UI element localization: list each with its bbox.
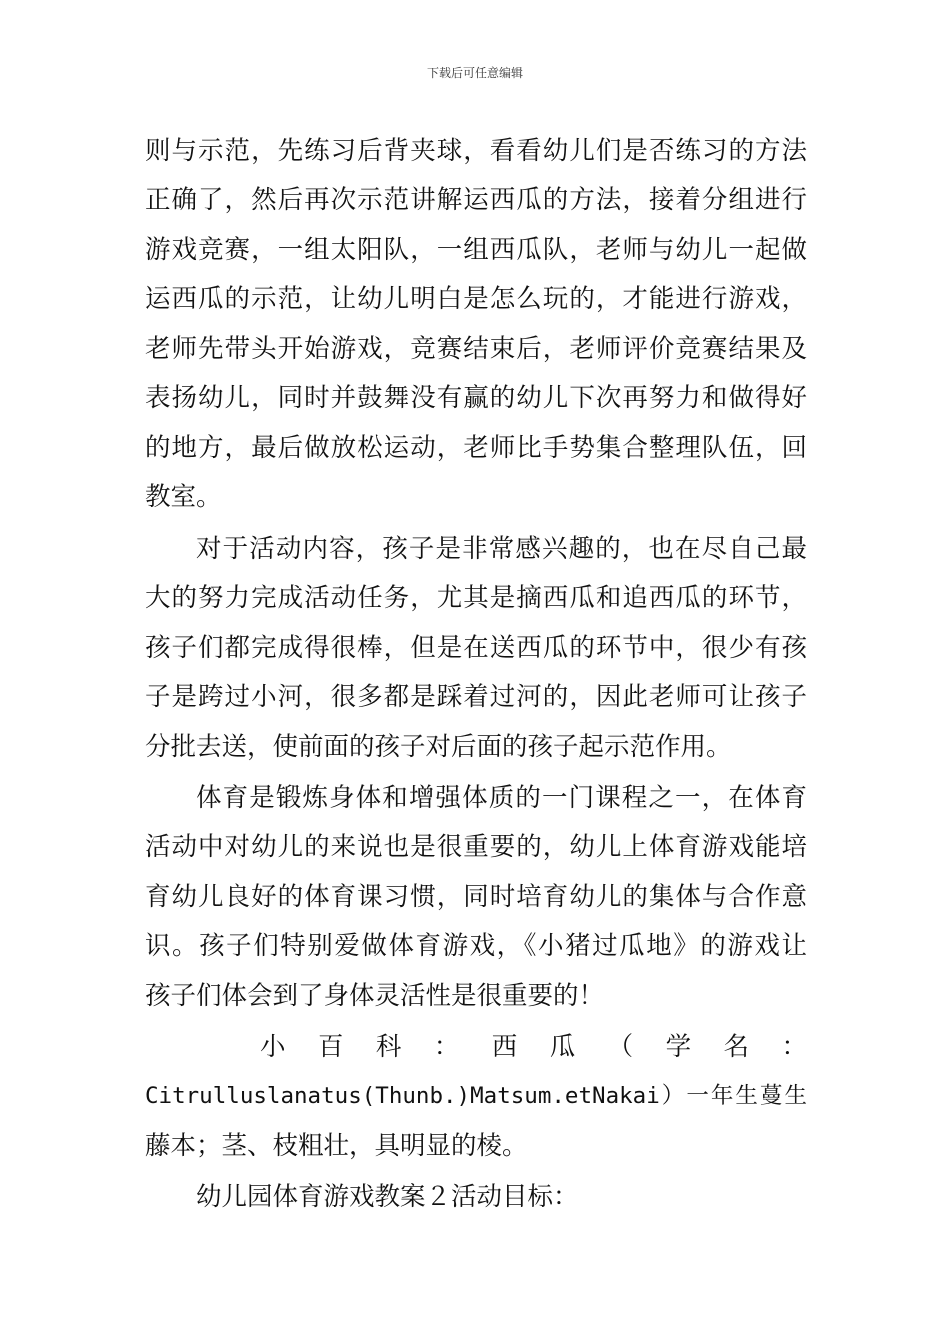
text-line: 孩子们体会到了身体灵活性是很重要的！ xyxy=(145,981,605,1011)
section-heading: 幼儿园体育游戏教案２活动目标： xyxy=(196,1182,579,1212)
text-line: 教室。 xyxy=(145,482,222,512)
text-line: 育幼儿良好的体育课习惯，同时培育幼儿的集体与合作意 xyxy=(145,882,807,912)
encyclopedia-heading: 小百科：西瓜（学名： xyxy=(260,1032,807,1062)
text-line: 则与示范，先练习后背夹球，看看幼儿们是否练习的方法 xyxy=(145,136,807,166)
text-line: 孩子们都完成得很棒，但是在送西瓜的环节中，很少有孩 xyxy=(145,633,807,663)
latin-name-line: Citrulluslanatus(Thunb.)Matsum.etNakai）一年生蔓生 xyxy=(145,1083,807,1109)
text-line: 老师先带头开始游戏，竞赛结束后，老师评价竞赛结果及 xyxy=(145,334,807,364)
page-header: 下载后可任意编辑 xyxy=(426,66,523,80)
text-line: 藤本；茎、枝粗壮，具明显的棱。 xyxy=(145,1131,528,1161)
text-line: 正确了，然后再次示范讲解运西瓜的方法，接着分组进行 xyxy=(145,185,807,215)
text-line: 分批去送，使前面的孩子对后面的孩子起示范作用。 xyxy=(145,732,732,762)
text-line: 活动中对幼儿的来说也是很重要的，幼儿上体育游戏能培 xyxy=(145,832,807,862)
text-line: 子是跨过小河，很多都是踩着过河的，因此老师可让孩子 xyxy=(145,682,807,712)
text-line: 游戏竞赛，一组太阳队，一组西瓜队，老师与幼儿一起做 xyxy=(145,235,807,265)
text-line: 大的努力完成活动任务，尤其是摘西瓜和追西瓜的环节， xyxy=(145,583,807,613)
text-line: 表扬幼儿，同时并鼓舞没有赢的幼儿下次再努力和做得好 xyxy=(145,383,807,413)
text-line: 的地方，最后做放松运动，老师比手势集合整理队伍，回 xyxy=(145,433,807,463)
paragraph-first-line: 对于活动内容，孩子是非常感兴趣的，也在尽自己最 xyxy=(196,534,807,564)
text-line: 运西瓜的示范，让幼儿明白是怎么玩的，才能进行游戏， xyxy=(145,284,807,314)
text-line: 识。孩子们特别爱做体育游戏，《小猪过瓜地》的游戏让 xyxy=(145,931,807,961)
paragraph-first-line: 体育是锻炼身体和增强体质的一门课程之一，在体育 xyxy=(196,783,807,813)
